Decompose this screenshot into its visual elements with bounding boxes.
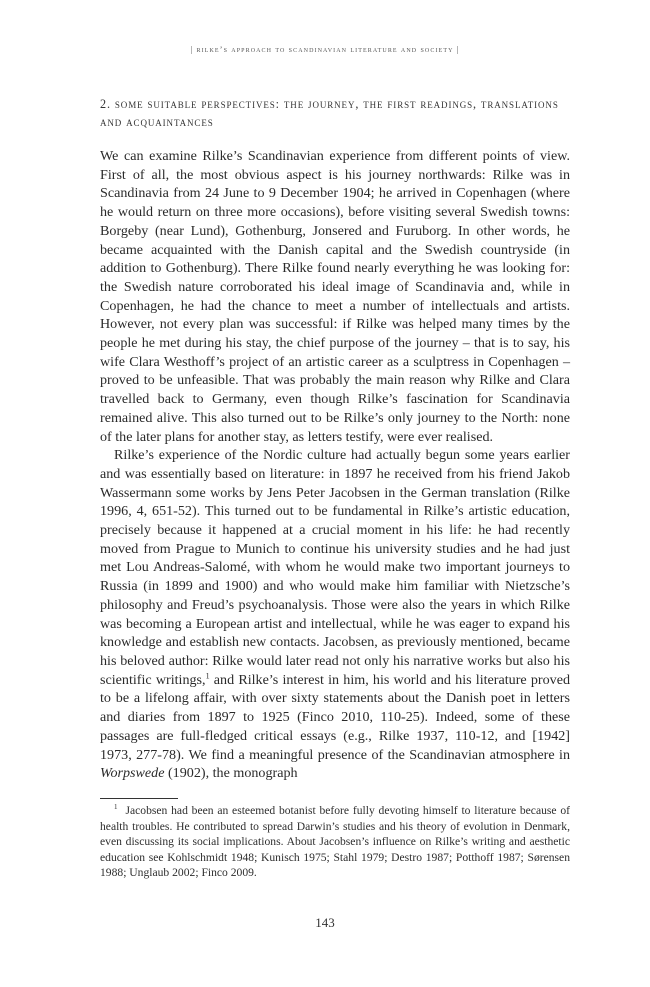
footnote-text: Jacobsen had been an esteemed botanist before fully devoting himself to literature because of health troubles. He contributed to spread Darwin’s studies and his theory of evolution in Denmark, even discussing its social implications. About Jacobsen’s influence on Rilke’s writing and aesthetic education see Kohlschmidt 1948; Kunisch 1975; Stahl 1979; Destro 1987; Potthoff 1987; Sørensen 1988; Unglaub 2002; Finco 2009. [100,804,570,880]
body-text [100,147,570,783]
paragraph-2-part-2: and Rilke’s interest in him, his world and his literature proved to be a lifelong affair, with over sixty statements about the Danish poet in letters and diaries from 1897 to 1925 (Finco 2010, 110-25). Indeed, some of these passages are full-fledged critical essays (e.g., Rilke 1937, 110-12, and [1942] 1973, 277-78). We find a meaningful presence of the Scandinavian atmosphere in [100,671,570,763]
paragraph-1: We can examine Rilke’s Scandinavian experience from different points of view. First of all, the most obvious aspect is his journey northwards: Rilke was in Scandinavia from 24 June to 9 December 1904; he arrived in Copenhagen (where he would return on three more occasions), before visiting several Swedish towns: Borgeby (near Lund), Gothenburg, Jonsered and Furuborg. In other words, he became acquainted with the Danish capital and the Swedish countryside (in addition to Gothenburg). There Rilke found nearly everything he was looking for: the Swedish nature corroborated his ideal image of Scandinavia and, while in Copenhagen, he had the chance to meet a number of intellectuals and artists. However, not every plan was successful: if Rilke was helped many times by the people he met during his stay, the chief purpose of the journey – that is to say, his wife Clara Westhoff’s project of an artistic career as a sculptress in Copenhagen – proved to be unfeasible. That was probably the main reason why Rilke and Clara travelled back to Germany, even though Rilke’s fascination for Scandinavia remained alive. This also turned out to be Rilke’s only journey to the North: none of the later plans for another stay, as letters testify, were ever realised. [100,148,570,445]
paragraph-2-part-1: Rilke’s experience of the Nordic culture had actually begun some years earlier and was essentially based on literature: in 1897 he received from his friend Jakob Wassermann some works by Jens Peter Jacobsen in the German translation (Rilke 1996, 4, 651-52). This turned out to be fundamental in Rilke’s artistic education, precisely because it happened at a crucial moment in his life: he had recently moved from Prague to Munich to continue his university studies and he had just met Lou Andreas-Salomé, with whom he would make two important journeys to Russia (in 1899 and 1900) and who would make him familiar with Nietzsche’s philosophy and Freud’s psychoanalysis. Those were also the years in which Rilke was becoming a European artist and intellectual, while he was eager to expand his knowledge and establish new contacts. Jacobsen, as previously mentioned, became his beloved author: Rilke would later read not only his narrative works but also his scientific writings, [100,447,570,688]
section-heading: 2. some suitable perspectives: the journey, the first readings, translations and acquaintances [100,97,559,129]
page-number: 143 [315,915,335,930]
footnote-reference[interactable]: 1 [205,671,210,680]
book-title-italic: Worpswede [100,765,165,782]
footnote-divider [100,798,178,799]
running-header: | rilke’s approach to scandinavian literature and society | [190,44,460,54]
footnote-number: 1 [114,803,118,812]
paragraph-2 [100,446,570,783]
paragraph-2-part-3: (1902), the monograph [164,765,298,782]
footnote [100,803,570,881]
